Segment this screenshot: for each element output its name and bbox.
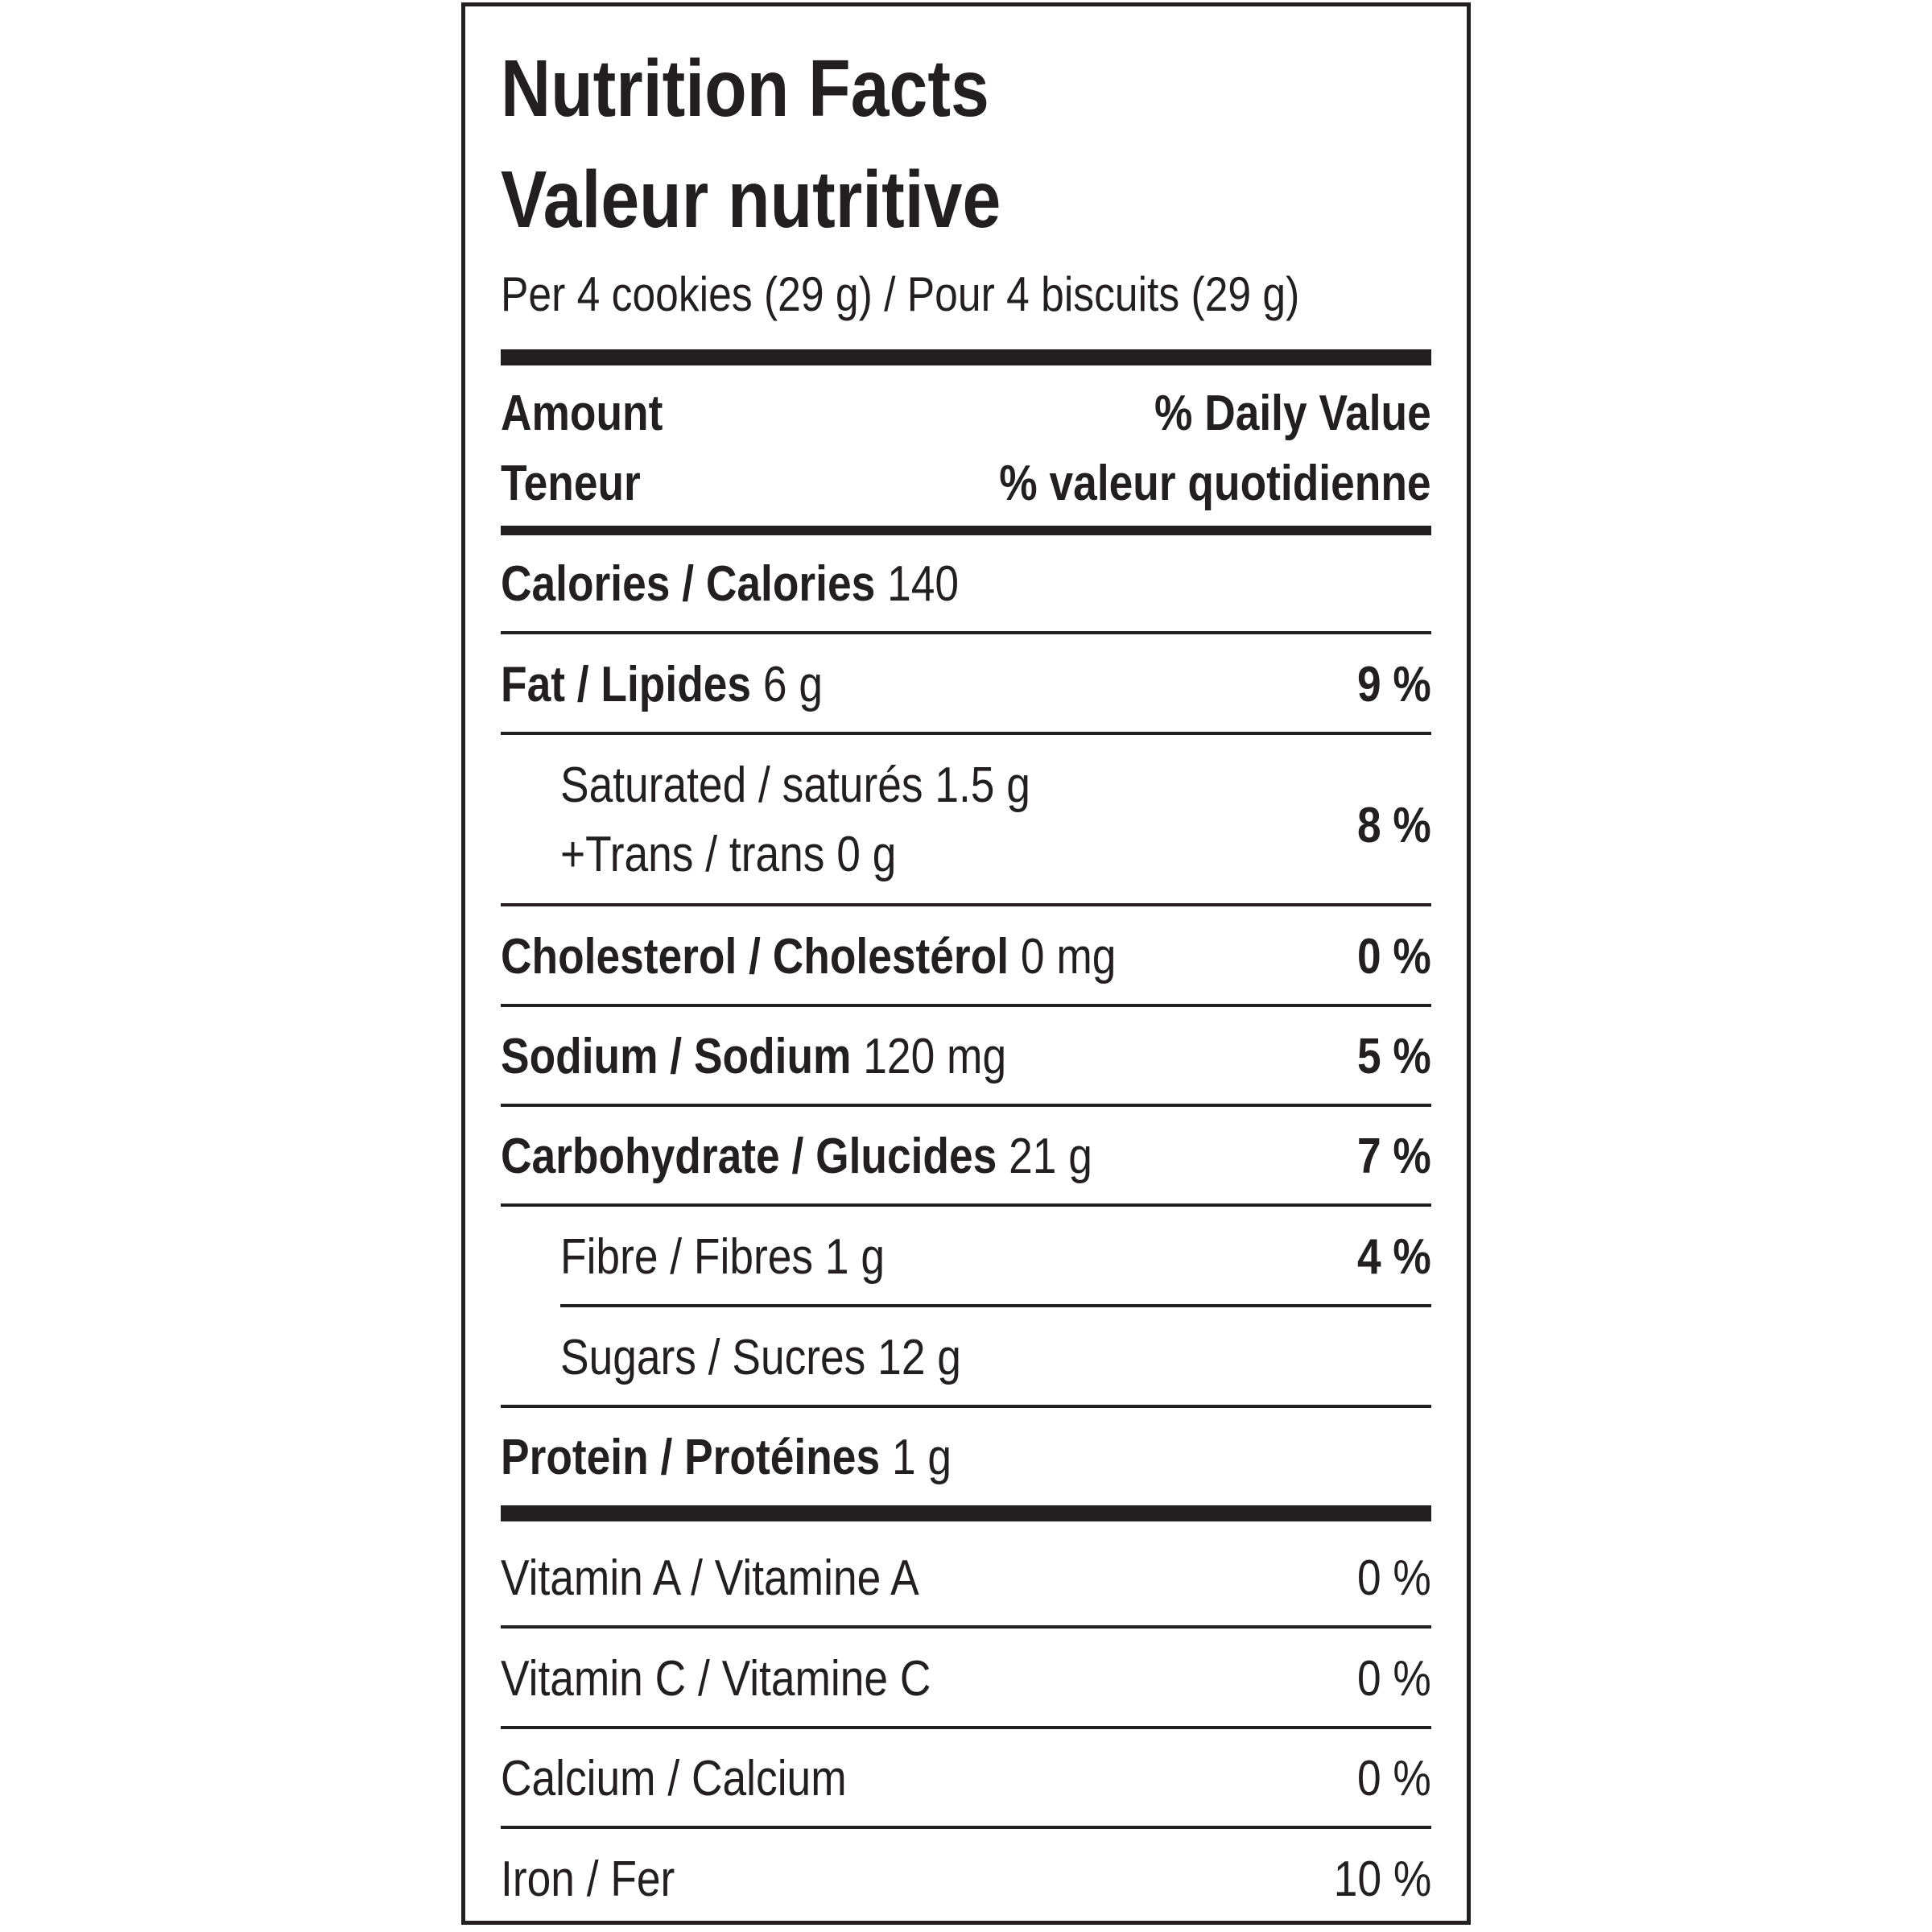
cholesterol-label: Cholesterol / Cholestérol [501, 929, 1009, 985]
row-divider [501, 631, 1431, 634]
row-divider [501, 1203, 1431, 1207]
row-divider [501, 1826, 1431, 1829]
saturated-label: Saturated / saturés [560, 758, 923, 813]
fat-label: Fat / Lipides [501, 657, 752, 712]
iron-daily-value: 10 % [1333, 1852, 1431, 1907]
cholesterol-row [501, 929, 1431, 989]
fat-daily-value: 9 % [1357, 657, 1431, 712]
title-french: Valeur nutritive [501, 155, 1001, 245]
saturated-trans-dv-row [501, 798, 1431, 857]
row-divider [501, 1405, 1431, 1408]
calories-label: Calories / Calories [501, 556, 876, 612]
fibre-row [501, 1229, 1431, 1289]
sodium-row [501, 1029, 1431, 1088]
carbohydrate-daily-value: 7 % [1357, 1129, 1431, 1184]
row-divider-indented [560, 1304, 1431, 1307]
carbohydrate-row [501, 1129, 1431, 1188]
fibre-value: 1 g [824, 1229, 886, 1285]
calories-row [501, 556, 1431, 616]
carbohydrate-label: Carbohydrate / Glucides [501, 1129, 997, 1184]
calories-value: 140 [887, 556, 960, 612]
sugars-label: Sugars / Sucres [560, 1330, 866, 1385]
daily-value-header: % Daily Value [1154, 386, 1431, 441]
fat-row [501, 657, 1431, 716]
protein-row [501, 1430, 1431, 1489]
fat-value: 6 g [762, 657, 824, 712]
protein-value: 1 g [891, 1430, 952, 1485]
calcium-daily-value: 0 % [1357, 1751, 1431, 1806]
vitamin-a-row [501, 1550, 1431, 1610]
row-divider [501, 1625, 1431, 1629]
sugars-value: 12 g [877, 1330, 961, 1385]
vitamin-c-label: Vitamin C / Vitamine C [501, 1651, 931, 1707]
sodium-daily-value: 5 % [1357, 1029, 1431, 1084]
sodium-value: 120 mg [863, 1029, 1007, 1084]
vitamin-a-daily-value: 0 % [1357, 1550, 1431, 1606]
cholesterol-value: 0 mg [1020, 929, 1117, 985]
serving-size: Per 4 cookies (29 g) / Pour 4 biscuits (29 g) [501, 267, 1300, 321]
fibre-label: Fibre / Fibres [560, 1229, 814, 1285]
row-divider [501, 1004, 1431, 1007]
vitamin-c-daily-value: 0 % [1357, 1651, 1431, 1707]
carbohydrate-value: 21 g [1009, 1129, 1092, 1184]
iron-row [501, 1852, 1431, 1911]
row-divider [501, 732, 1431, 735]
sodium-label: Sodium / Sodium [501, 1029, 852, 1084]
iron-label: Iron / Fer [501, 1852, 675, 1907]
protein-label: Protein / Protéines [501, 1430, 881, 1485]
title-english: Nutrition Facts [501, 43, 989, 134]
saturated-value: 1.5 g [935, 758, 1030, 813]
sugars-row [501, 1330, 1431, 1389]
row-divider [501, 1104, 1431, 1107]
nutrition-facts-panel [461, 2, 1471, 1925]
saturated-trans-daily-value: 8 % [1357, 798, 1431, 853]
amount-header-french: Teneur [501, 456, 641, 511]
vitamin-a-label: Vitamin A / Vitamine A [501, 1550, 919, 1606]
cholesterol-daily-value: 0 % [1357, 929, 1431, 985]
calcium-row [501, 1751, 1431, 1810]
trans-value: 0 g [836, 827, 897, 882]
trans-label: +Trans / trans [560, 827, 825, 882]
fibre-daily-value: 4 % [1357, 1229, 1431, 1285]
amount-header: Amount [501, 386, 663, 441]
vitamin-c-row [501, 1651, 1431, 1711]
thick-divider [501, 349, 1431, 365]
calcium-label: Calcium / Calcium [501, 1751, 847, 1806]
thick-divider [501, 1505, 1431, 1521]
row-divider [501, 1726, 1431, 1729]
medium-divider [501, 526, 1431, 535]
daily-value-header-french: % valeur quotidienne [999, 456, 1431, 511]
row-divider [501, 903, 1431, 906]
